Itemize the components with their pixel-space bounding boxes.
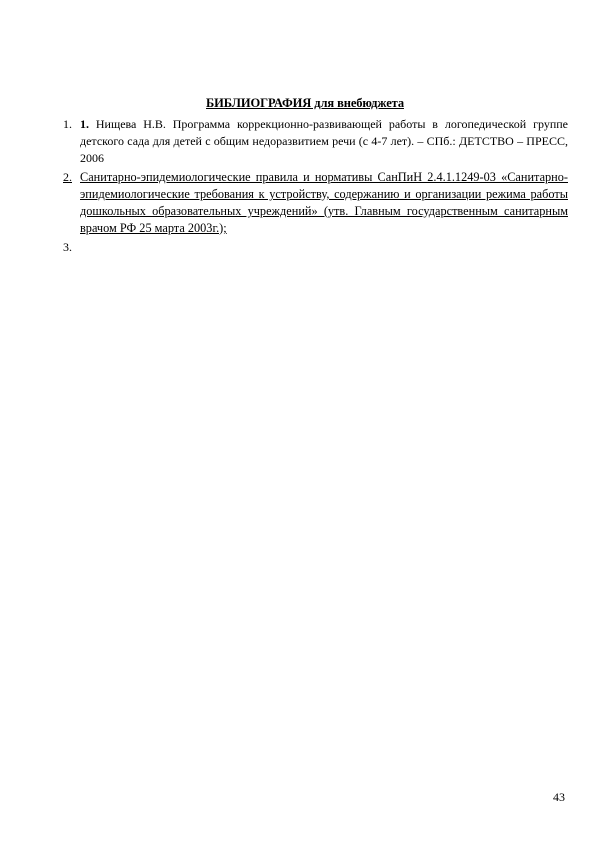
list-item-lead: 1. [80, 117, 89, 131]
bibliography-list [63, 116, 568, 256]
list-item [63, 169, 568, 237]
page-number: 43 [553, 790, 565, 804]
list-item-body: Нищева Н.В. Программа коррекционно-развивающей работы в логопедической группе детского сада для детей с общим недоразвитием речи (с 4-7 лет). – СПб.: ДЕТСТВО – ПРЕСС, 2006 [80, 117, 568, 165]
list-item-text [80, 116, 568, 167]
list-item [63, 239, 568, 256]
bibliography-title: БИБЛИОГРАФИЯ для внебюджета [206, 96, 404, 110]
list-item-text [80, 239, 568, 256]
list-item-number: 3. [63, 240, 72, 254]
list-item-number: 1. [63, 117, 72, 131]
list-item [63, 116, 568, 167]
list-item-text: Санитарно-эпидемиологические правила и нормативы СанПиН 2.4.1.1249-03 «Санитарно-эпидемиологические требования к устройству, содержанию и организации режима работы дошкольных образовательных учреждений» (утв. Главным государственным санитарным врачом РФ 25 марта 2003г.); [80, 170, 568, 235]
list-item-number: 2. [63, 170, 72, 184]
